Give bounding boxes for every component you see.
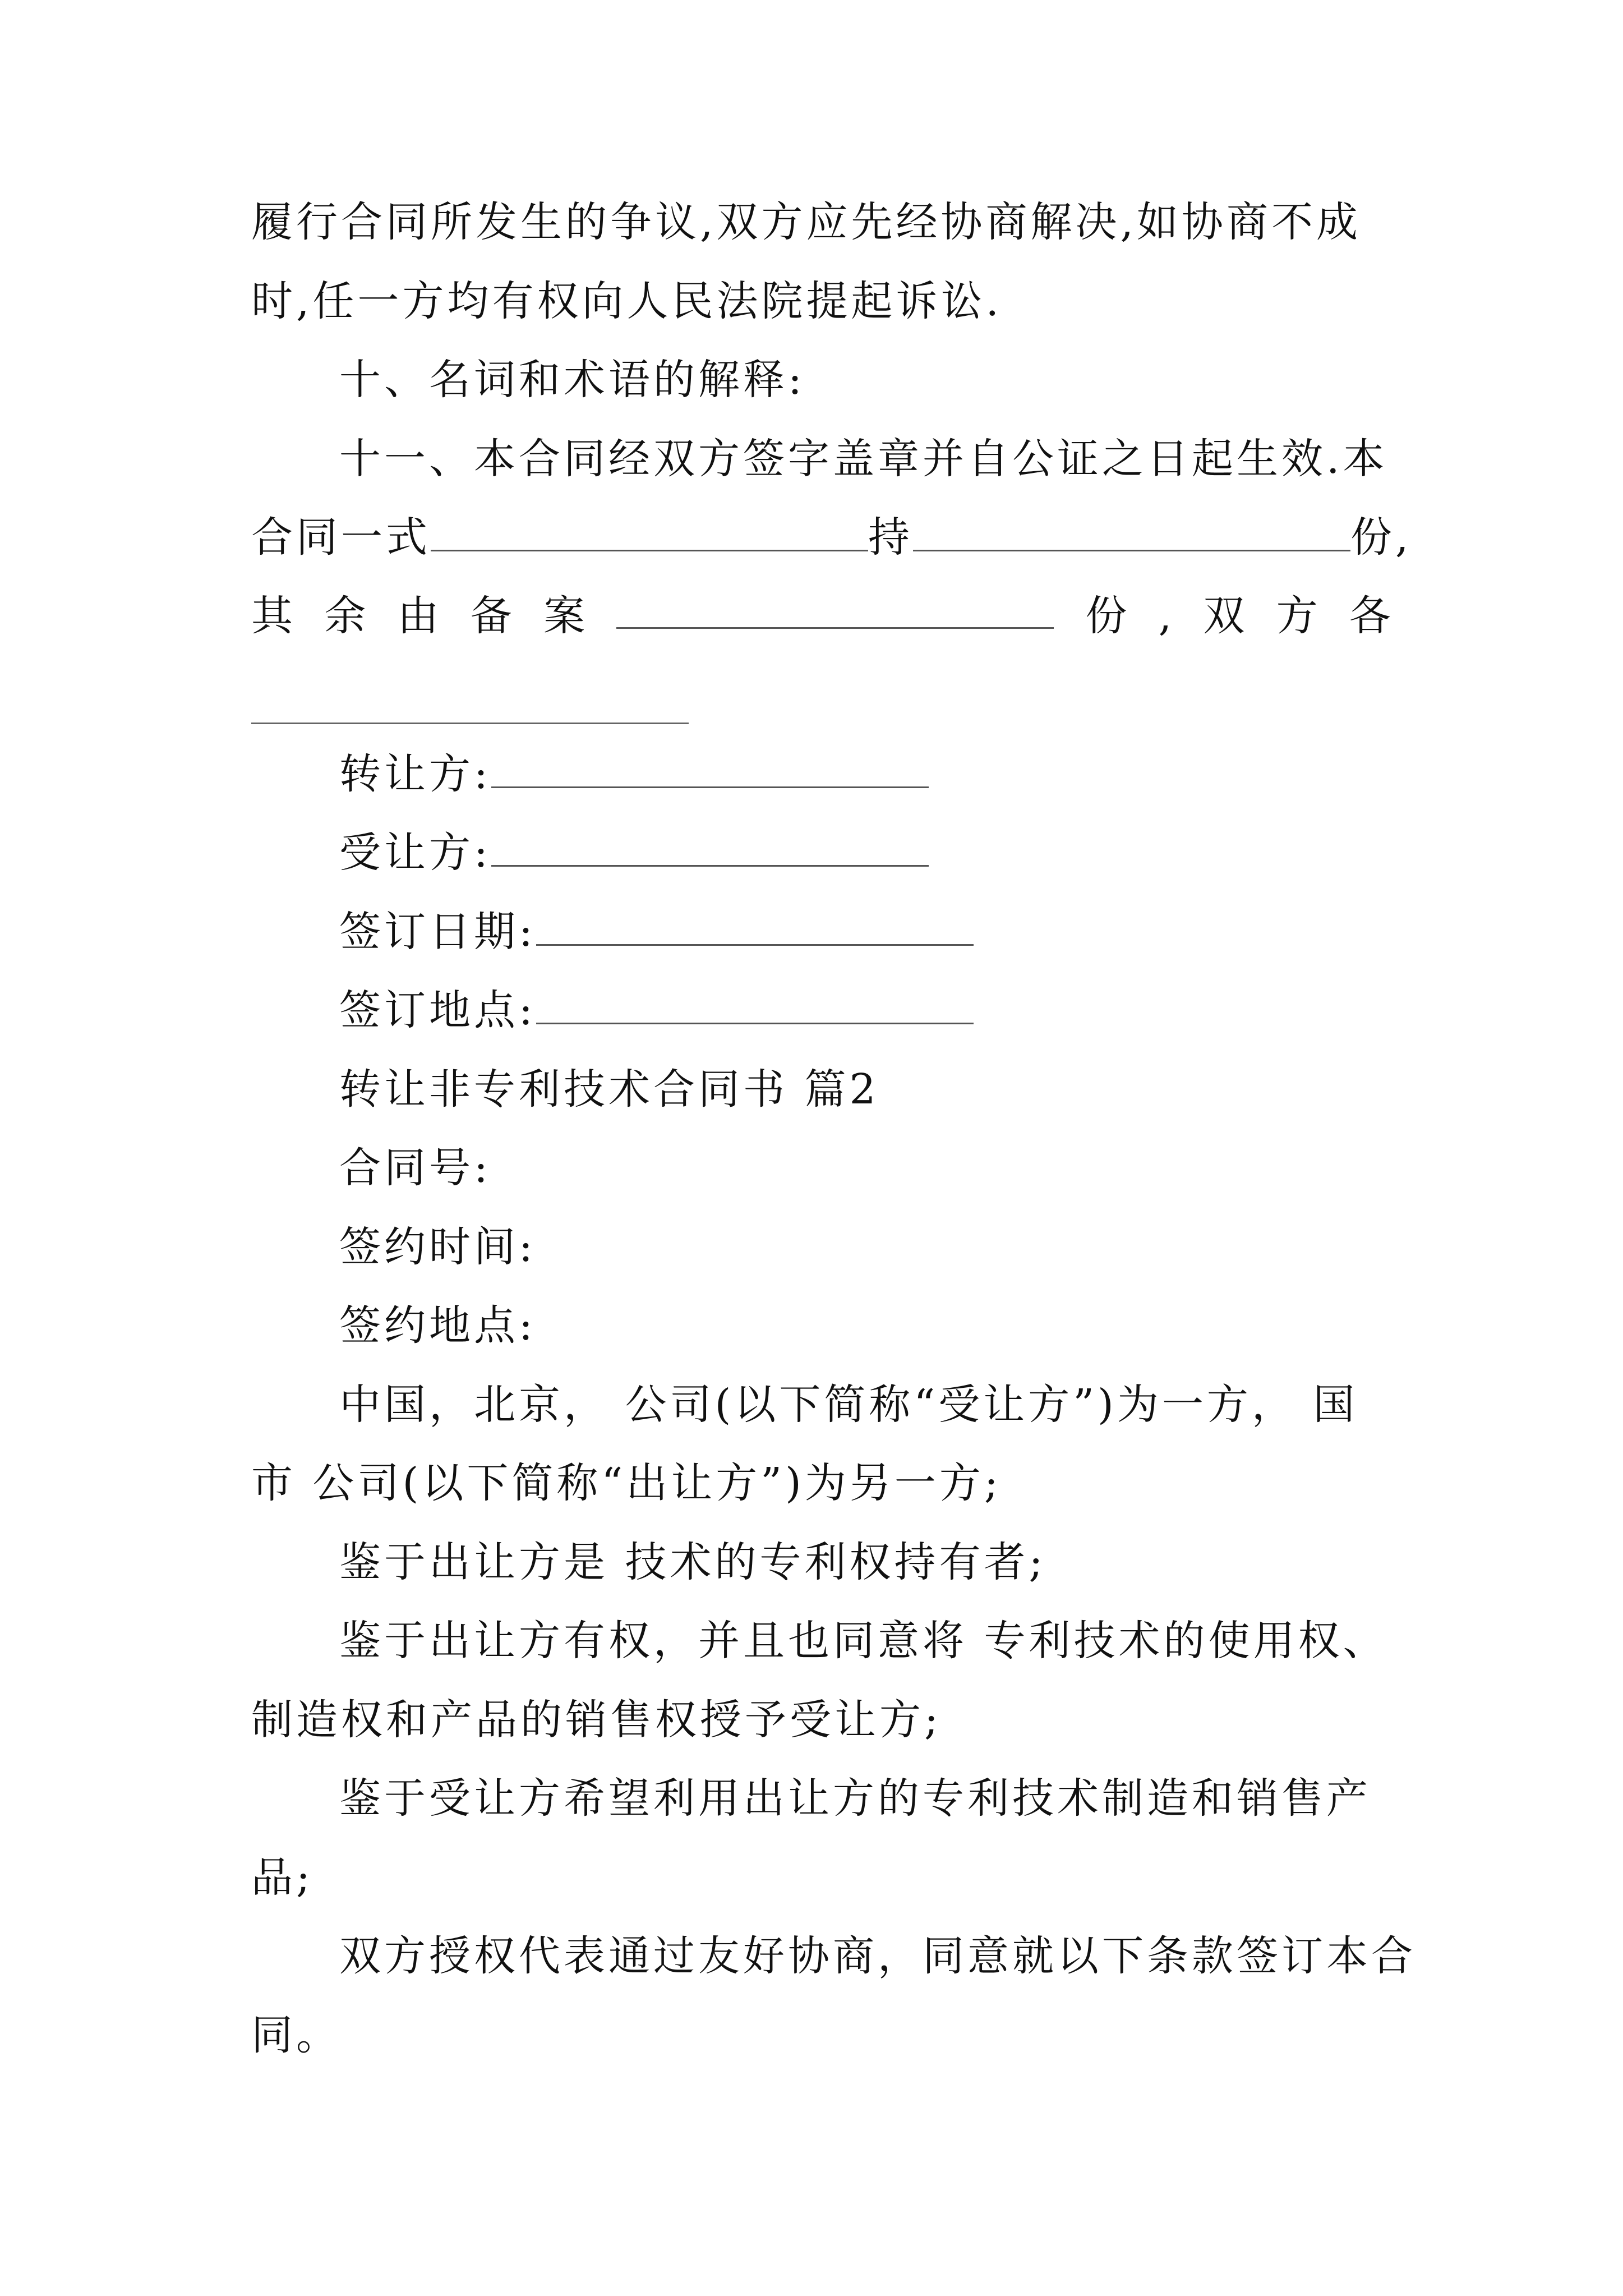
- char: 各: [1349, 592, 1391, 640]
- paragraph-line: 双方授权代表通过友好协商，同意就以下条款签订本合: [339, 1932, 1416, 1980]
- signature-transferor: [339, 746, 1391, 802]
- char: 由: [397, 592, 439, 640]
- char: 其: [251, 592, 293, 640]
- blank-field: [536, 905, 974, 946]
- blank-field: [536, 983, 974, 1024]
- copies-prefix: 合同一式: [251, 513, 431, 562]
- blank-field: [913, 510, 1350, 551]
- paragraph-line: 市 公司(以下简称“出让方”)为另一方;: [251, 1459, 1002, 1507]
- signature-label: 受让方:: [339, 829, 491, 877]
- char: 份: [1085, 592, 1127, 640]
- paragraph-line: 鉴于出让方是 技术的专利权持有者;: [339, 1538, 1046, 1586]
- copies-middle: 持: [868, 513, 913, 562]
- copies-line: [251, 509, 1412, 565]
- blank-field: [491, 826, 929, 867]
- char: 案: [543, 592, 585, 640]
- blank-field: [431, 510, 868, 551]
- clause-ten-heading: 十、名词和术语的解释:: [339, 356, 805, 404]
- char: ,: [1158, 592, 1172, 640]
- signature-transferee: [339, 825, 1391, 881]
- text-line: 履行合同所发生的争议,双方应先经协商解决,如协商不成: [251, 198, 1362, 246]
- signature-label: 签订日期:: [339, 908, 536, 956]
- signature-date: [339, 904, 1391, 960]
- signature-label: 签订地点:: [339, 986, 536, 1034]
- remainder-line: [251, 588, 1391, 644]
- section-title: 转让非专利技术合同书 篇2: [339, 1065, 879, 1114]
- contract-number: 合同号:: [339, 1144, 491, 1192]
- paragraph-line: 制造权和产品的销售权授予受让方;: [251, 1696, 942, 1744]
- blank-rule: [251, 723, 689, 724]
- paragraph-line: 鉴于出让方有权，并且也同意将 专利技术的使用权、: [339, 1617, 1388, 1665]
- blank-field: [491, 747, 929, 788]
- char: 双: [1203, 592, 1245, 640]
- paragraph-line: 品;: [251, 1853, 313, 1902]
- clause-eleven: 十一、本合同经双方签字盖章并自公证之日起生效.本: [339, 435, 1388, 483]
- paragraph-line: 中国，北京， 公司(以下简称“受让方”)为一方， 国: [339, 1381, 1358, 1429]
- sign-place: 签约地点:: [339, 1301, 536, 1350]
- blank-field: [616, 588, 1054, 629]
- sign-time: 签约时间:: [339, 1223, 536, 1271]
- char: 余: [324, 592, 366, 640]
- signature-label: 转让方:: [339, 750, 491, 798]
- paragraph-line: 同。: [251, 2011, 341, 2059]
- text-line: 时,任一方均有权向人民法院提起诉讼.: [251, 277, 1003, 325]
- char: 备: [470, 592, 512, 640]
- copies-suffix: 份,: [1350, 513, 1412, 562]
- paragraph-line: 鉴于受让方希望利用出让方的专利技术制造和销售产: [339, 1774, 1371, 1823]
- signature-place: [339, 982, 1391, 1038]
- char: 方: [1276, 592, 1318, 640]
